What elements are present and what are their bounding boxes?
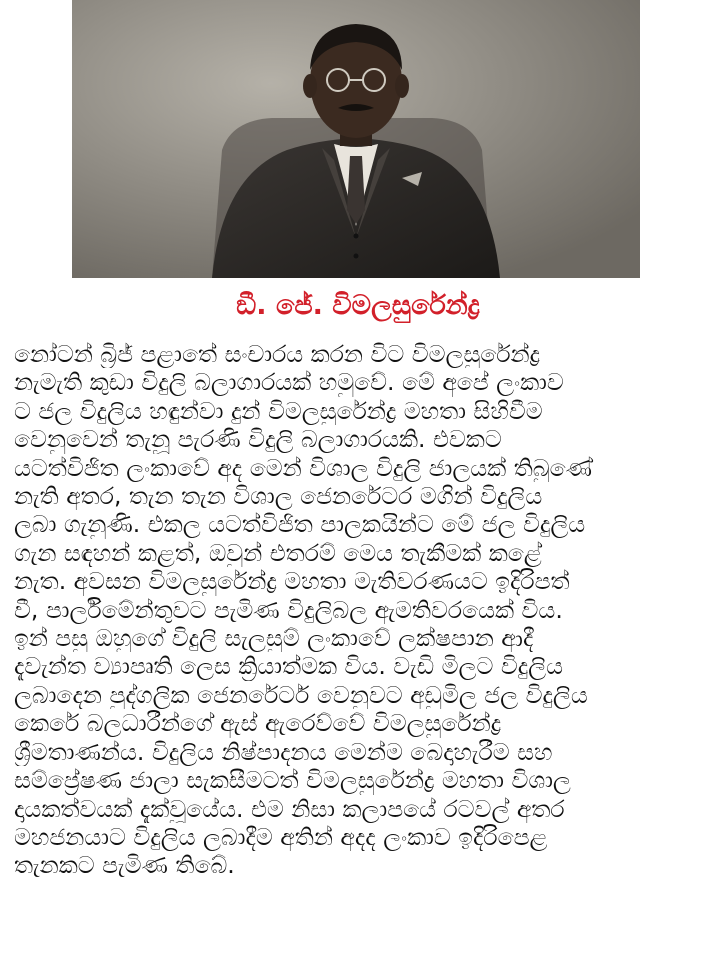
article-line: සම්ප්‍රේෂණ ජාලා සැකසීමටත් විමලසුරේන්ද්‍ර මහතා විශාල [14, 766, 571, 795]
article-line: නැත. අවසන විමලසුරේන්ද්‍ර මහතා මැතිවරණයට ඉදිරිපත් [14, 567, 570, 596]
article-line: දායකත්වයක් දැක්වූයේය. එම නිසා කලාපයේ රටවල් අතර [14, 794, 565, 823]
article-body [14, 340, 710, 880]
article-line: මහජනයාට විදුලිය ලබාදීම අතින් අදද ලංකාව ඉදිරිපෙළ [14, 822, 548, 851]
article-line: නැමැති කුඩා විදුලි බලාගාරයක් හමුවේ. මේ අපේ ලංකාව [14, 368, 564, 397]
article-line: වෙනුවෙන් තැනූ පැරණි විදුලි බලාගාරයකි. එවකට [14, 425, 502, 454]
article-line: තැනකට පැමිණ තිබේ. [14, 851, 235, 880]
portrait-photo-icon [72, 0, 640, 278]
article-line: නැති අතර, තැන තැන විශාල ජෙනරේටර මගින් විදුලිය [14, 482, 543, 511]
portrait-photo [72, 0, 640, 278]
article-line: කෙරේ බලධාරීන්ගේ ඇස් ඇරෙව්වේ විමලසුරේන්ද්‍ර [14, 709, 502, 738]
article-line: යටත්විජිත ලංකාවේ අද මෙන් විශාල විදුලි ජාලයක් තිබුණේ [14, 453, 593, 482]
article-line: ගැන සඳහන් කළත්, ඔවුන් එතරම් මෙය තැකීමක් කළේ [14, 538, 542, 567]
article-line: නෝටන් බ්‍රිජ් පළාතේ සංචාරය කරන විට විමලසුරේන්ද්‍ර [14, 340, 541, 368]
article-line: ට ජල විදුලිය හඳුන්වා දුන් විමලසුරේන්ද්‍ර මහතා සිහිවීම [14, 396, 543, 425]
caption-title: ඞී. ජේ. විමලසුරේන්ද්‍ර [236, 290, 480, 321]
article-line: ලබා ගැනුණි. එකල යටත්විජිත පාලකයින්ට මේ ජල විදුලිය [14, 510, 586, 539]
article-line: ඉන් පසු ඔහුගේ විදුලි සැලසුම් ලංකාවේ ලක්ෂපාන ආදී [14, 624, 534, 653]
article-line: ශ්‍රීමතාණන්ය. විදුලිය නිෂ්පාදනය මෙන්ම බෙදාහැරීම සහ [14, 737, 553, 766]
article-line: ලබාදෙන පුද්ගලික ජෙනරේටර් වෙනුවට අඩුමිල ජල විදුලිය [14, 680, 588, 709]
article-line: දැවැන්ත ව්‍යාපෘති ලෙස ක්‍රියාත්මක විය. වැඩි මිලට විදුලිය [14, 652, 563, 681]
article-line: වී, පාර්ලිමේන්තුවට පැමිණ විදුලිබල ඇමතිවරයෙක් විය. [14, 595, 563, 624]
